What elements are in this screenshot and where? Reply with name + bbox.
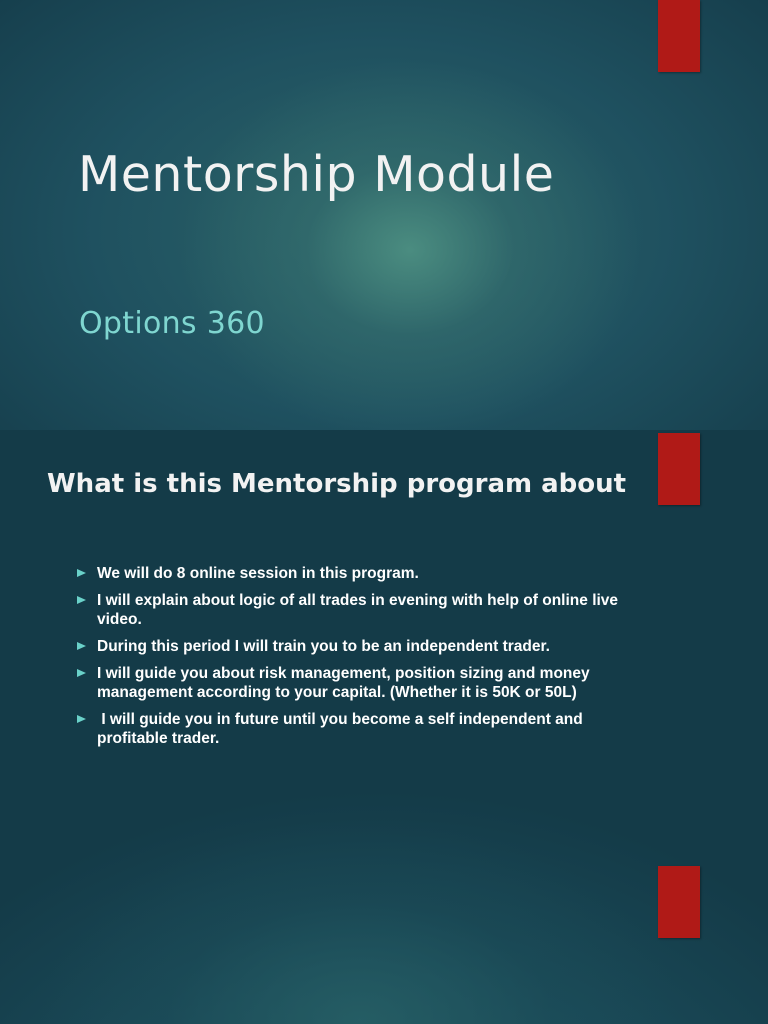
bullet-text: I will guide you in future until you become a self independent and profitable trader. — [97, 711, 588, 747]
slide-heading: What is this Mentorship program about — [47, 469, 627, 499]
slide-subtitle: Options 360 — [79, 306, 265, 341]
slide-accent-tab — [658, 433, 700, 505]
content-slide — [0, 430, 768, 1024]
title-slide — [0, 0, 768, 430]
bullet-item — [76, 710, 636, 748]
triangle-right-icon — [77, 596, 86, 604]
bullet-item — [76, 591, 636, 629]
bullet-item — [76, 664, 636, 702]
bullet-item — [76, 637, 636, 656]
triangle-right-icon — [77, 642, 86, 650]
bullet-text: I will explain about logic of all trades in evening with help of online live video. — [97, 592, 619, 628]
triangle-right-icon — [77, 715, 86, 723]
bullet-list — [76, 564, 636, 756]
slide-accent-tab — [658, 0, 700, 72]
triangle-right-icon — [77, 569, 86, 577]
slide-title: Mentorship Module — [78, 146, 555, 203]
slide-accent-tab — [658, 866, 700, 938]
triangle-right-icon — [77, 669, 86, 677]
bullet-text: During this period I will train you to be an independent trader. — [97, 638, 550, 655]
bullet-text: I will guide you about risk management, position sizing and money management according to your capital. (Whether it is 50K or 50L) — [97, 665, 590, 701]
bullet-item — [76, 564, 636, 583]
bullet-text: We will do 8 online session in this program. — [97, 565, 419, 582]
